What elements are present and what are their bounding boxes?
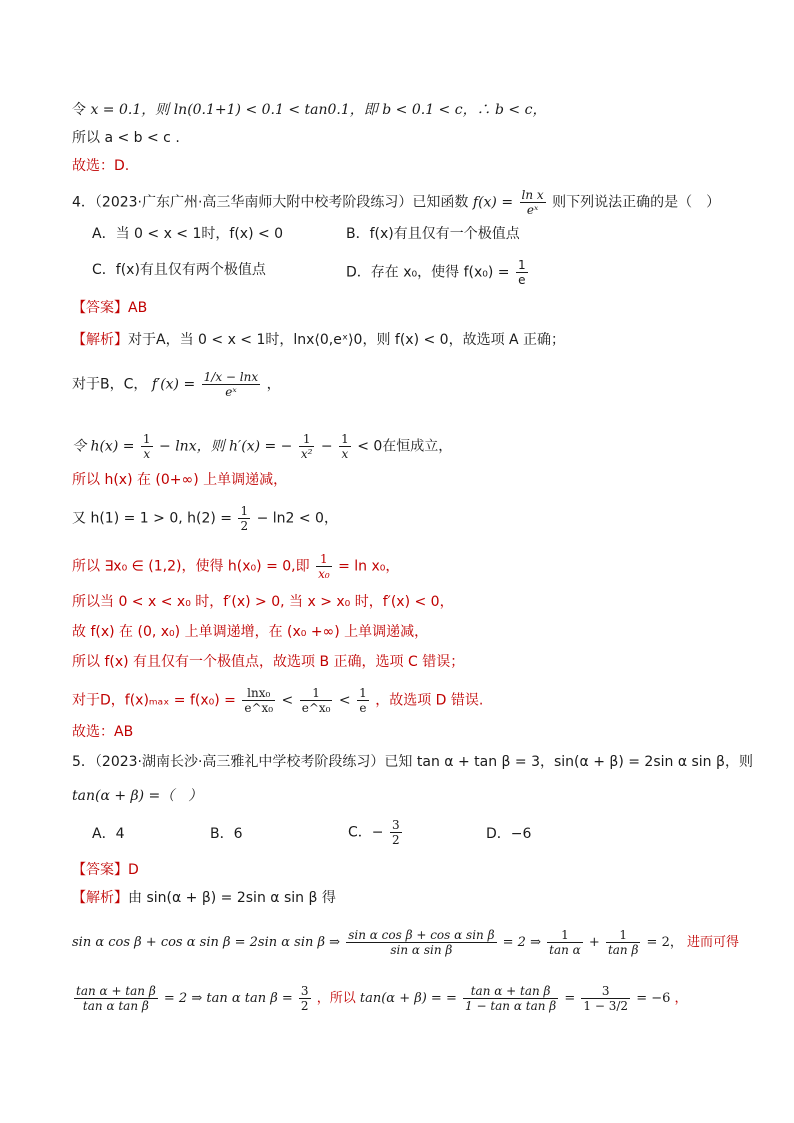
numerator: lnx₀ [242,686,275,701]
fraction [346,928,496,957]
denominator: x [341,447,349,461]
numerator: 3 [300,984,309,998]
text: 进而可得 [686,935,739,950]
denominator: e^x₀ [244,701,274,715]
math-text: f′(x) = [151,376,196,393]
denominator: x₀ [318,567,330,581]
numerator: 1 [547,928,583,943]
answer-q5: 【答案】D [72,862,139,878]
math-text: < [338,692,351,709]
option-a: A．当 0 < x < 1时，f(x) < 0 [92,226,284,242]
option-a: A．4 [92,826,125,842]
numerator: 3 [391,818,400,832]
solution-line-2 [72,128,180,148]
option-d [346,258,530,287]
text: ，所以 [316,991,356,1006]
option-c: C．f(x)有且仅有两个极值点 [92,262,266,278]
analysis-line-2 [72,370,281,399]
math-text: sin α cos β + cos α sin β = 2sin α sin β ⇒ [72,935,341,950]
question-text: 4．（2023·广东广州·高三华南师大附中校考阶段练习）已知函数 [72,194,469,211]
option-b: B．f(x)有且仅有一个极值点 [346,226,520,242]
denominator: eˣ [526,203,539,217]
question-text: 则下列说法正确的是（ ） [552,194,721,211]
numerator: 1 [606,928,640,943]
choice-line-q4: 故选：AB [72,724,134,740]
numerator: tan α + tan β [463,984,558,999]
numerator: 1 [316,552,332,567]
option-d: D．−6 [486,826,532,842]
fraction [581,984,630,1013]
text: 所以 h(x) 在 (0+∞) 上单调递减， [72,472,288,488]
fraction [390,818,402,847]
option-text: D．存在 x₀，使得 f(x₀) = [346,264,510,281]
math-text: 令 h(x) = [72,438,135,455]
solution-line-1 [72,100,546,120]
fraction [606,928,640,957]
fraction [357,686,369,715]
analysis-line-5 [72,504,338,533]
text: 又 h(1) = 1 > 0, h(2) = [72,510,233,527]
numerator: tan α + tan β [76,984,156,998]
option-b: B．6 [210,826,243,842]
fraction [74,984,158,1013]
math-text: = 2 ⇒ tan α tan β = [163,991,293,1006]
fraction [463,984,558,1013]
text: 对于D，f(x)ₘₐₓ = f(x₀) = [72,692,236,709]
analysis-line-4 [72,470,287,490]
answer-q4: 【答案】AB [72,300,148,316]
denominator: 1 − tan α tan β [465,999,557,1013]
text: ， [674,991,688,1006]
denominator: 2 [240,519,249,533]
question-4-stem [72,188,720,217]
text: < 0在恒成立， [357,438,453,455]
denominator: tan β [607,943,639,957]
math-text: − lnx，则 h′(x) = − [159,438,293,455]
numerator: 1 [517,258,526,272]
denominator: x² [300,447,313,461]
analysis-q5-line-1 [72,888,336,908]
math-text: + [588,935,600,950]
math-text: = 2 ⇒ [502,935,541,950]
fraction [202,370,260,399]
text: ， [266,376,281,393]
analysis-line-3 [72,432,452,461]
fraction [516,258,528,287]
fraction [299,432,315,461]
denominator: e^x₀ [301,701,331,715]
numerator: 1 [299,432,315,447]
denominator: eˣ [225,385,237,399]
fraction [547,928,583,957]
math-text: x = 0.1，则 ln(0.1+1) < 0.1 < tan0.1，即 b < 0.1 < c，∴ b < c， [90,102,547,118]
fraction [238,504,250,533]
fraction [316,552,332,581]
fraction [300,686,333,715]
analysis-q5-line-2 [72,928,739,957]
denominator: sin α sin β [390,943,453,957]
analysis-line-10 [72,686,483,715]
text: 所以 a < b < c . [72,130,180,146]
numerator: sin α cos β + cos α sin β [348,928,495,942]
option-c [348,818,404,847]
text: 对于A，当 0 < x < 1时，lnx⟨0,eˣ⟩0，则 f(x) < 0，故选项 A 正确； [128,332,566,348]
math-text: = 2， [646,935,683,950]
analysis-q5-line-3 [72,984,688,1013]
denominator: 1 − 3/2 [583,999,629,1013]
fraction [299,984,311,1013]
text: ，故选项 D 错误. [375,692,484,709]
text: = ln x₀， [338,558,400,575]
denominator: tan α tan β [82,999,149,1013]
analysis-line-6 [72,552,399,581]
denominator: 2 [391,833,400,847]
numerator: 1 [142,432,151,446]
math-text: − [320,438,333,455]
text: − ln2 < 0， [256,510,338,527]
numerator: ln x [521,188,544,202]
text: 故选：D. [72,158,130,174]
math-text: = [564,991,576,1006]
fraction [339,432,351,461]
numerator: 1 [300,686,333,701]
analysis-line-8: 故 f(x) 在 (0, x₀) 上单调递增，在 (x₀ +∞) 上单调递减， [72,624,429,640]
numerator: 1 [341,432,349,446]
text: 令 [72,102,86,118]
text: 所以 ∃x₀ ∈ (1,2)，使得 h(x₀) = 0,即 [72,558,310,575]
analysis-label: 【解析】 [72,890,128,906]
analysis-label: 【解析】 [72,332,128,348]
question-5-stem-line-2: tan(α + β) =（ ） [72,788,203,804]
numerator: 3 [581,984,630,999]
text: 由 sin(α + β) = 2sin α sin β 得 [128,890,336,906]
denominator: 2 [300,999,309,1013]
math-text: = −6 [636,991,671,1006]
denominator: e [359,701,367,715]
function-label: f(x) = [472,194,514,211]
analysis-line-9: 所以 f(x) 有且仅有一个极值点，故选项 B 正确，选项 C 错误； [72,654,465,670]
question-5-stem-line-1: 5．（2023·湖南长沙·高三雅礼中学校考阶段练习）已知 tan α + tan β = 3，sin(α + β) = 2sin α sin β，则 [72,754,753,770]
numerator: 1 [359,686,367,700]
denominator: x [143,447,151,461]
denominator: e [518,273,526,287]
numerator: 1 [240,504,249,518]
fraction [520,188,546,217]
fraction [242,686,275,715]
analysis-line-1 [72,330,565,350]
math-text: < [281,692,294,709]
denominator: tan α [549,943,581,957]
numerator: 1/x − lnx [203,370,259,384]
analysis-line-7: 所以当 0 < x < x₀ 时，f′(x) > 0, 当 x > x₀ 时，f′(x) < 0， [72,594,454,610]
option-text: C．− [348,824,384,841]
fraction [141,432,153,461]
math-text: tan(α + β) = = [359,991,457,1006]
text: 对于B，C， [72,376,148,393]
choice-line-q3 [72,156,129,176]
